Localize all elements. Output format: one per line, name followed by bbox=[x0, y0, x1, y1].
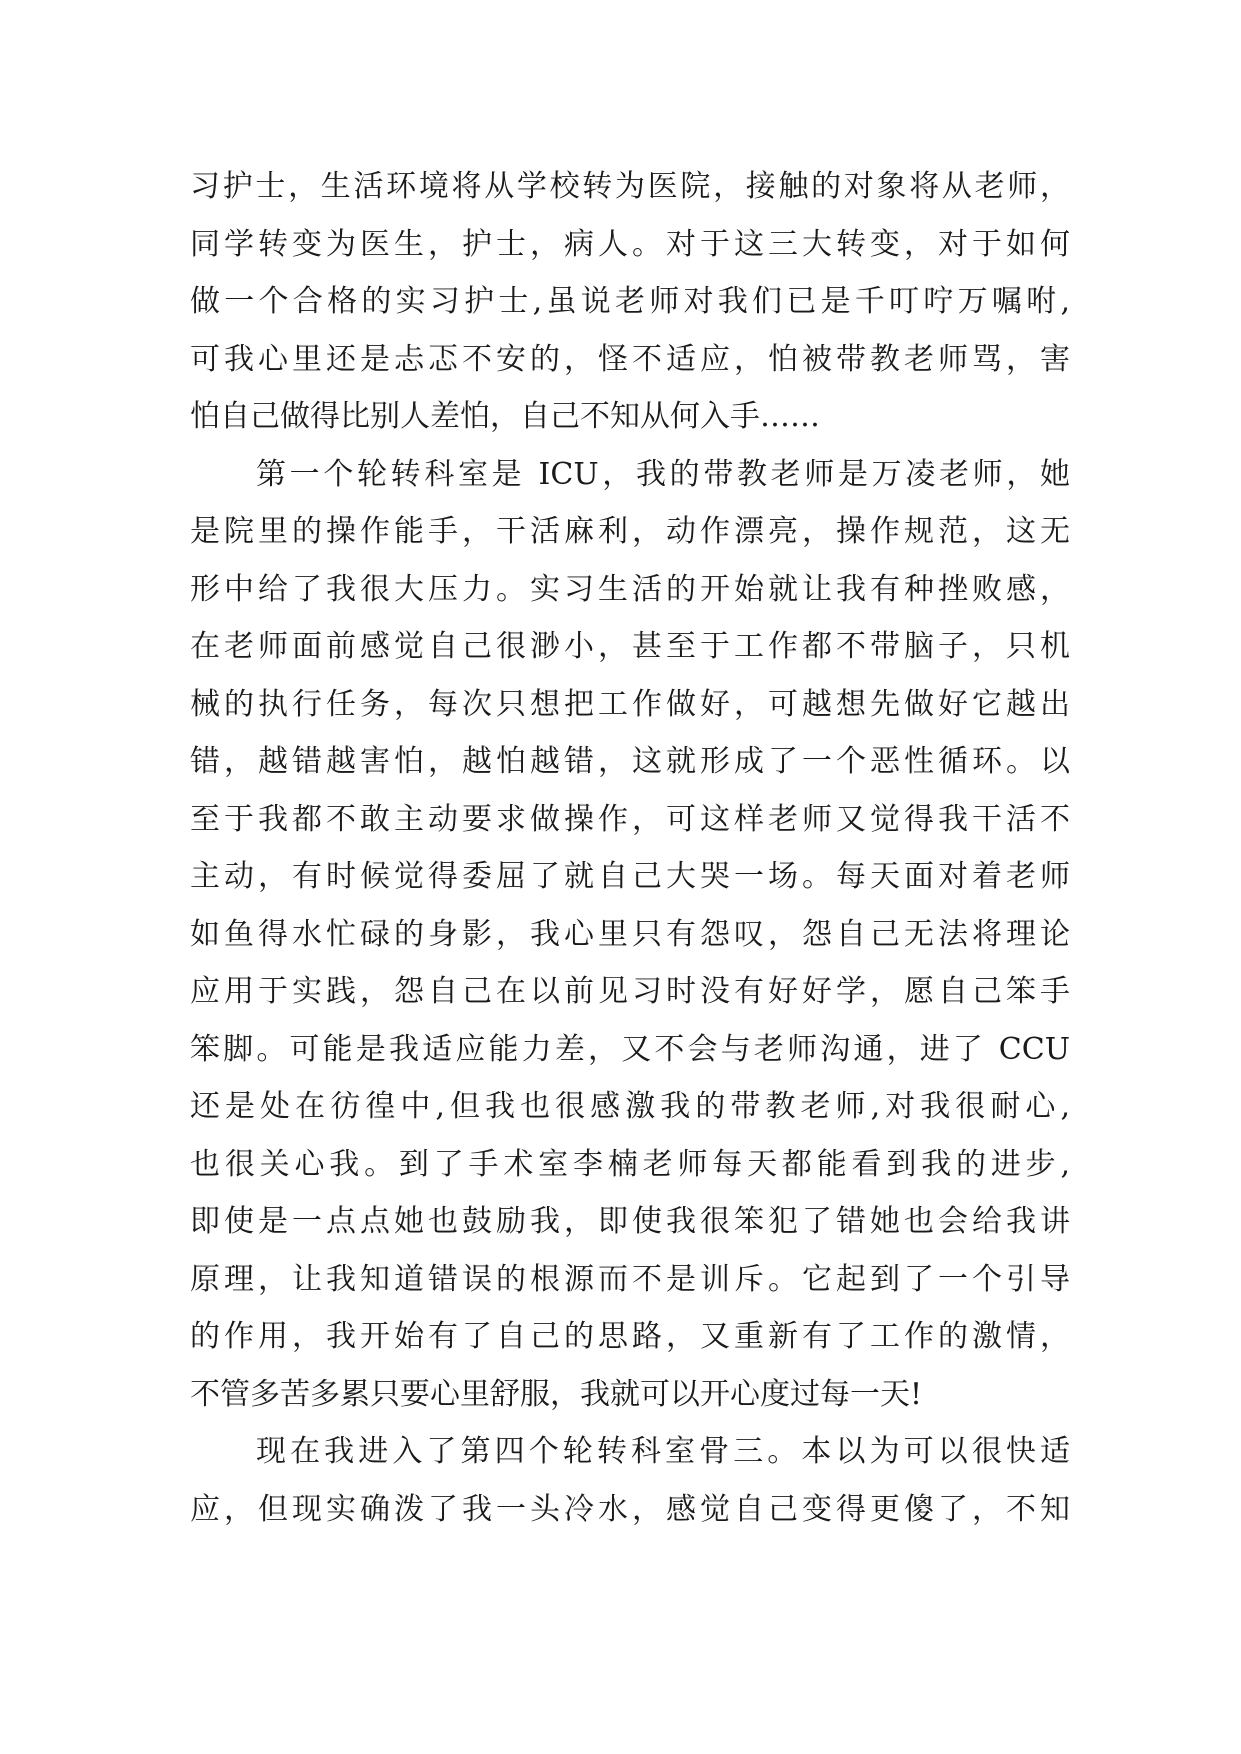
text-line: 也很关心我。到了手术室李楠老师每天都能看到我的进步, bbox=[190, 1146, 1070, 1182]
text-line: 主动，有时候觉得委屈了就自己大哭一场。每天面对着老师 bbox=[190, 859, 1070, 894]
text-line: 应用于实践，怨自己在以前见习时没有好好学，愿自己笨手 bbox=[190, 974, 1070, 1009]
text-line: 现在我进入了第四个轮转科室骨三。本以为可以很快适 bbox=[256, 1434, 1070, 1469]
text-line: 笨脚。可能是我适应能力差，又不会与老师沟通，进了 CCU bbox=[190, 1031, 1070, 1067]
text-line: 不管多苦多累只要心里舒服，我就可以开心度过每一天! bbox=[190, 1376, 923, 1412]
text-line: 习护士，生活环境将从学校转为医院，接触的对象将从老师， bbox=[190, 169, 1070, 204]
text-line: 错，越错越害怕，越怕越错，这就形成了一个恶性循环。以 bbox=[190, 744, 1070, 779]
text-line: 的作用，我开始有了自己的思路，又重新有了工作的激情， bbox=[190, 1319, 1070, 1354]
text-line: 在老师面前感觉自己很渺小，甚至于工作都不带脑子，只机 bbox=[190, 629, 1070, 664]
text-line: 即使是一点点她也鼓励我，即使我很笨犯了错她也会给我讲 bbox=[190, 1204, 1070, 1239]
text-line: 是院里的操作能手，干活麻利，动作漂亮，操作规范，这无 bbox=[190, 514, 1070, 549]
text-line: 第一个轮转科室是 ICU，我的带教老师是万凌老师，她 bbox=[256, 456, 1070, 492]
text-line: 还是处在彷徨中,但我也很感激我的带教老师,对我很耐心, bbox=[190, 1089, 1070, 1124]
text-line: 械的执行任务，每次只想把工作做好，可越想先做好它越出 bbox=[190, 686, 1070, 722]
text-line: 如鱼得水忙碌的身影，我心里只有怨叹，怨自己无法将理论 bbox=[190, 916, 1070, 952]
text-line: 可我心里还是忐忑不安的，怪不适应，怕被带教老师骂，害 bbox=[190, 341, 1070, 377]
text-line: 原理，让我知道错误的根源而不是训斥。它起到了一个引导 bbox=[190, 1261, 1070, 1297]
text-line: 形中给了我很大压力。实习生活的开始就让我有种挫败感， bbox=[190, 571, 1070, 607]
text-line: 应，但现实确泼了我一头冷水，感觉自己变得更傻了，不知 bbox=[190, 1491, 1070, 1527]
body-text bbox=[190, 158, 1070, 1538]
text-line: 同学转变为医生，护士，病人。对于这三大转变，对于如何 bbox=[190, 226, 1070, 262]
text-line: 做一个合格的实习护士,虽说老师对我们已是千叮咛万嘱咐, bbox=[190, 284, 1070, 319]
text-line: 怕自己做得比别人差怕，自己不知从何入手…… bbox=[190, 399, 820, 434]
text-line: 至于我都不敢主动要求做操作，可这样老师又觉得我干活不 bbox=[190, 801, 1070, 837]
